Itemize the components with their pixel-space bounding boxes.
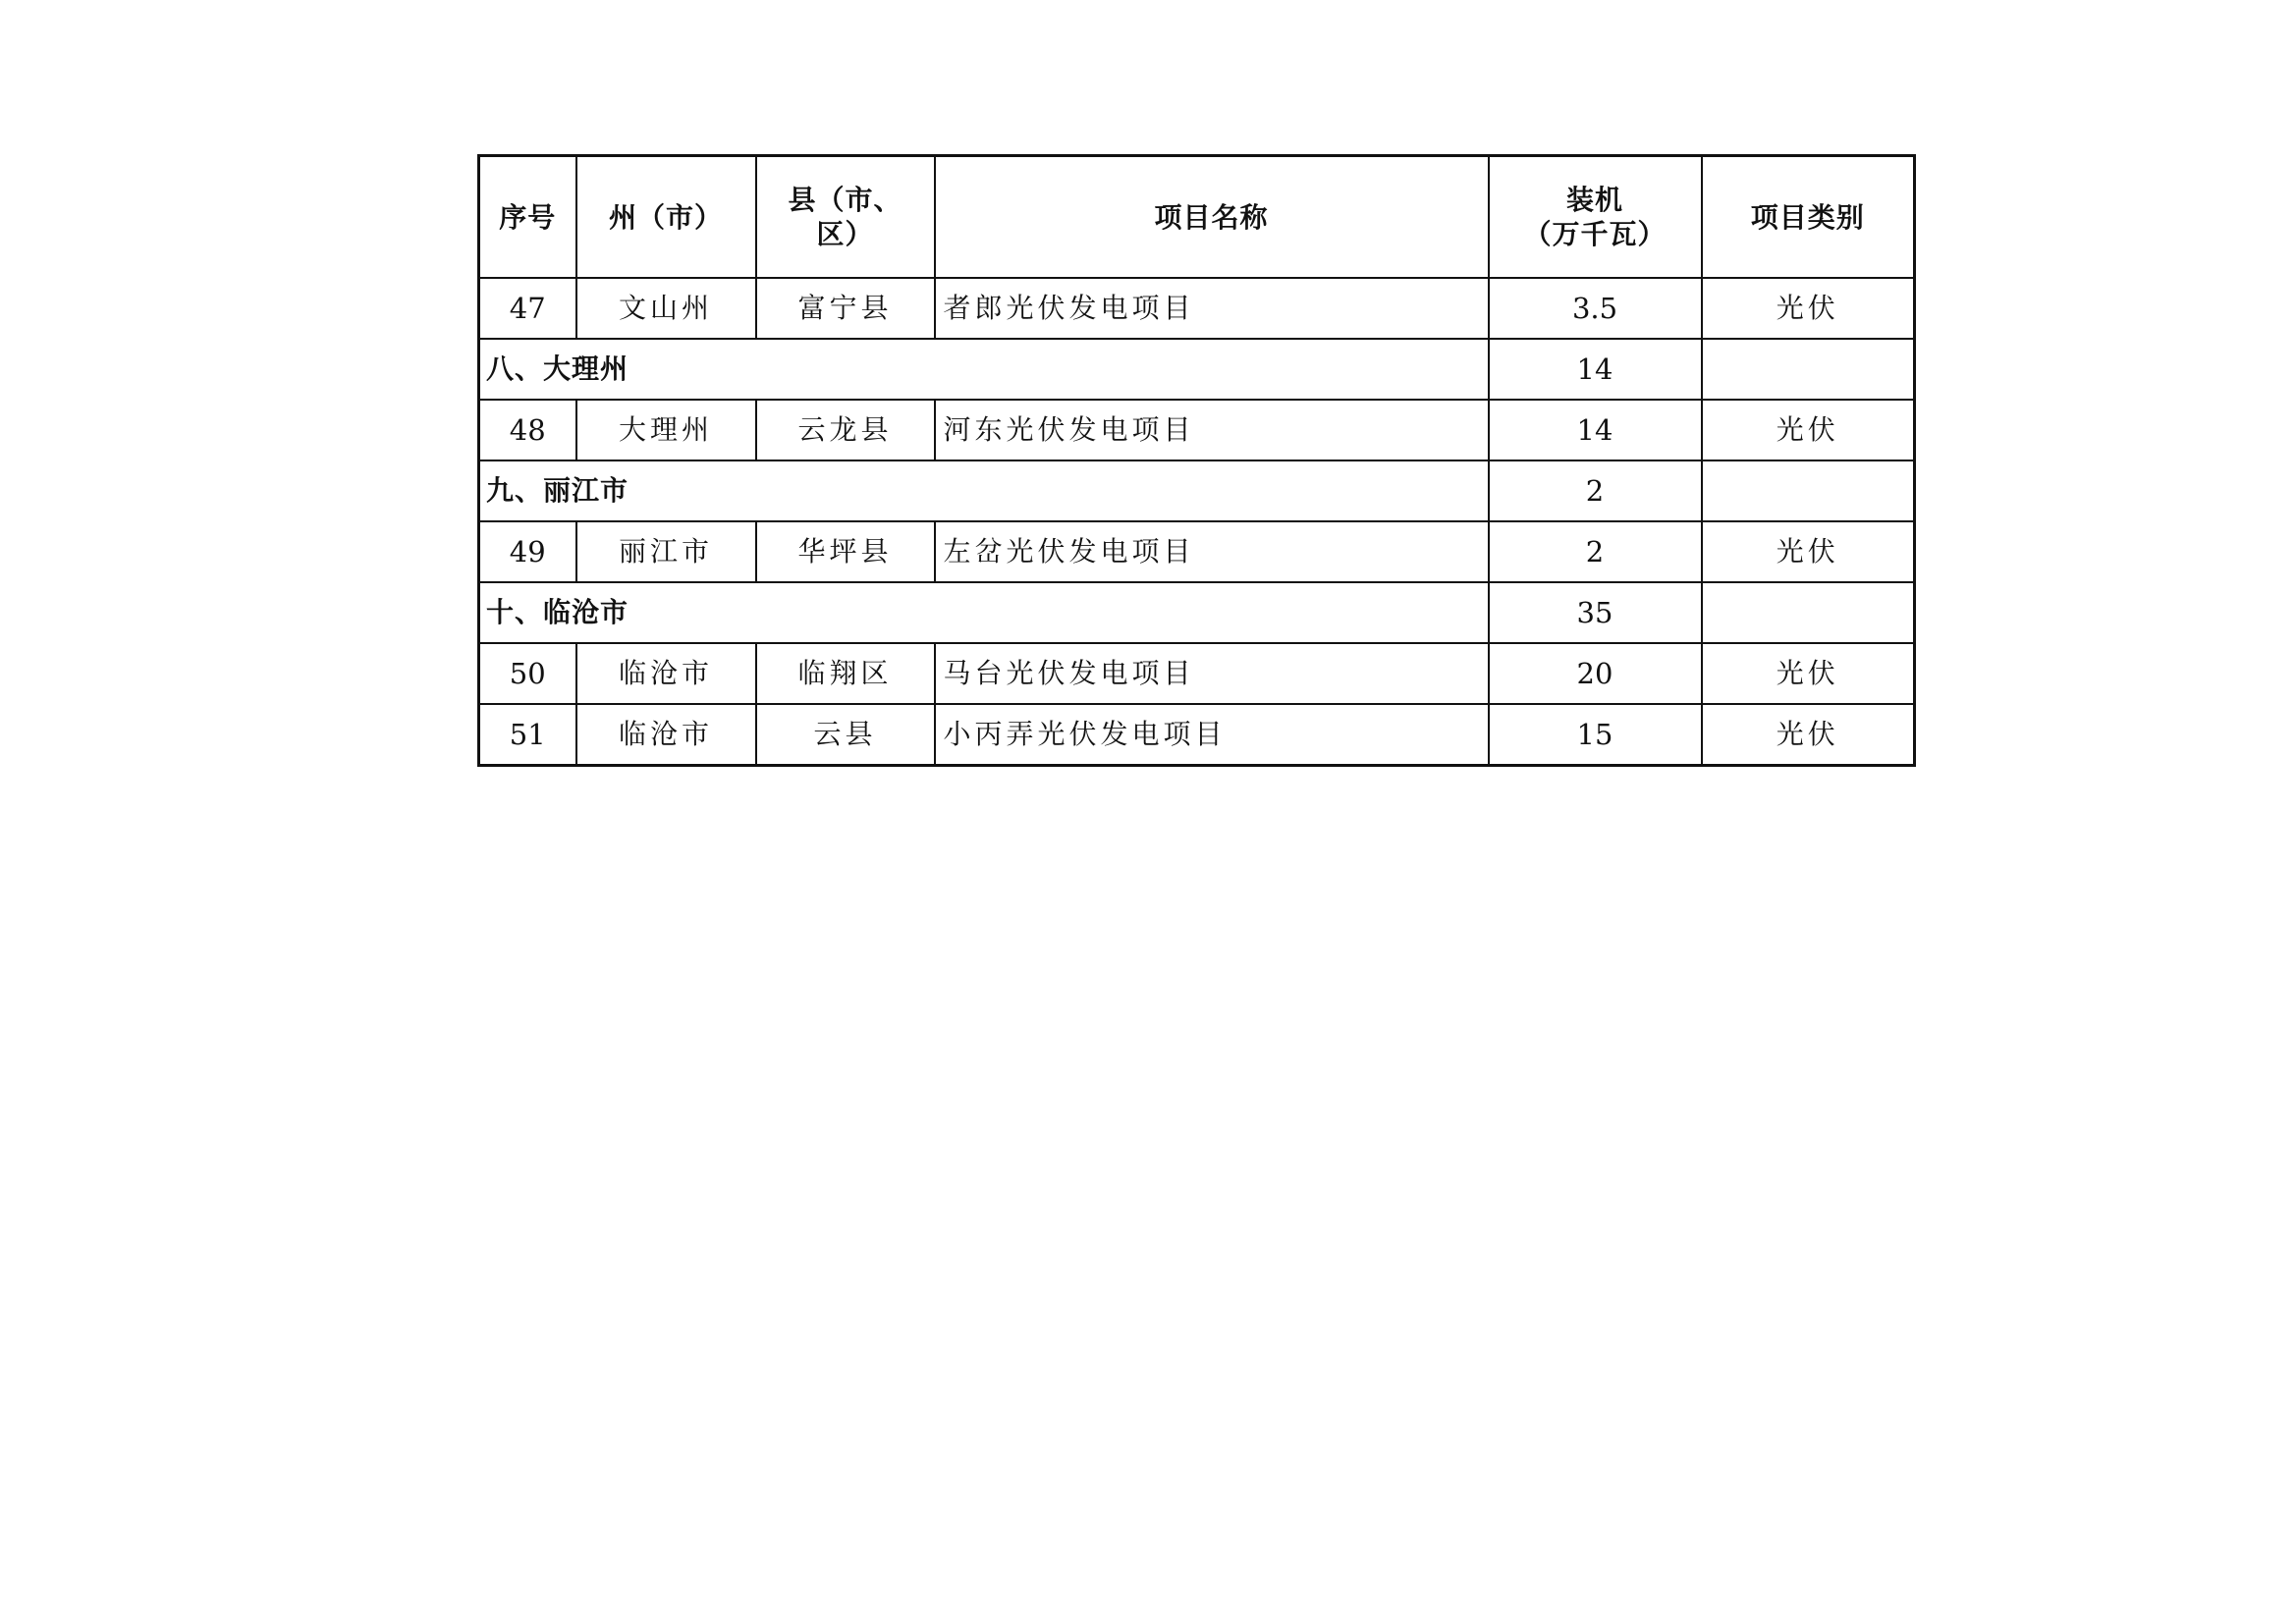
cell-category: 光伏	[1702, 521, 1915, 582]
cell-prefecture: 文山州	[576, 278, 756, 339]
cell-prefecture: 临沧市	[576, 643, 756, 704]
cell-county: 华坪县	[756, 521, 935, 582]
cell-project-name: 左岔光伏发电项目	[935, 521, 1489, 582]
table-row	[479, 643, 1915, 704]
cell-prefecture: 丽江市	[576, 521, 756, 582]
section-row	[479, 582, 1915, 643]
header-project-name: 项目名称	[935, 156, 1489, 279]
section-row	[479, 460, 1915, 521]
cell-category: 光伏	[1702, 278, 1915, 339]
cell-project-name: 者郎光伏发电项目	[935, 278, 1489, 339]
header-capacity	[1489, 156, 1702, 279]
cell-capacity: 14	[1489, 400, 1702, 460]
cell-category: 光伏	[1702, 704, 1915, 765]
project-table	[477, 154, 1916, 767]
cell-county: 云龙县	[756, 400, 935, 460]
section-label: 十、临沧市	[479, 582, 1489, 643]
cell-county: 临翔区	[756, 643, 935, 704]
table-row	[479, 704, 1915, 765]
cell-project-name: 河东光伏发电项目	[935, 400, 1489, 460]
section-capacity: 14	[1489, 339, 1702, 400]
cell-capacity: 3.5	[1489, 278, 1702, 339]
section-capacity: 2	[1489, 460, 1702, 521]
section-capacity: 35	[1489, 582, 1702, 643]
cell-project-name: 马台光伏发电项目	[935, 643, 1489, 704]
cell-project-name: 小丙弄光伏发电项目	[935, 704, 1489, 765]
header-county-line2: 区）	[816, 218, 874, 250]
cell-capacity: 15	[1489, 704, 1702, 765]
cell-county: 云县	[756, 704, 935, 765]
cell-index: 48	[479, 400, 576, 460]
cell-category: 光伏	[1702, 400, 1915, 460]
header-prefecture: 州（市）	[576, 156, 756, 279]
table-row	[479, 400, 1915, 460]
header-county-line1: 县（市、	[788, 184, 902, 216]
header-capacity-line2: （万千瓦）	[1523, 218, 1667, 250]
cell-index: 50	[479, 643, 576, 704]
cell-county: 富宁县	[756, 278, 935, 339]
header-category: 项目类别	[1702, 156, 1915, 279]
header-county	[756, 156, 935, 279]
cell-category: 光伏	[1702, 643, 1915, 704]
cell-index: 51	[479, 704, 576, 765]
table-row	[479, 278, 1915, 339]
section-label: 八、大理州	[479, 339, 1489, 400]
cell-index: 47	[479, 278, 576, 339]
cell-capacity: 20	[1489, 643, 1702, 704]
section-category-empty	[1702, 339, 1915, 400]
cell-prefecture: 大理州	[576, 400, 756, 460]
section-row	[479, 339, 1915, 400]
section-category-empty	[1702, 460, 1915, 521]
table-row	[479, 521, 1915, 582]
cell-prefecture: 临沧市	[576, 704, 756, 765]
section-label: 九、丽江市	[479, 460, 1489, 521]
cell-capacity: 2	[1489, 521, 1702, 582]
table-header	[479, 156, 1915, 279]
table-body	[479, 278, 1915, 765]
header-row	[479, 156, 1915, 279]
header-capacity-line1: 装机	[1565, 184, 1623, 216]
header-index: 序号	[479, 156, 576, 279]
cell-index: 49	[479, 521, 576, 582]
section-category-empty	[1702, 582, 1915, 643]
